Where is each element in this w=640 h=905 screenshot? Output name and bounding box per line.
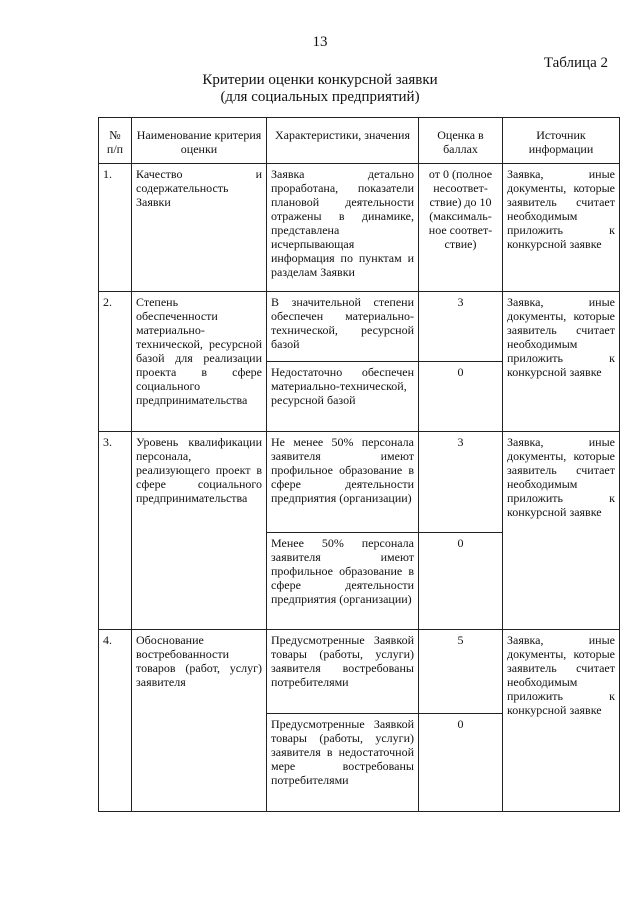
row-number: 4. [99,630,132,812]
characteristic-cell: В значительной степени обеспечен материально-технической, ресурсной базой [267,292,419,362]
row-number: 1. [99,164,132,292]
criterion-cell: Степень обеспеченности материально-технической, ресурсной базой для реализации проекта в сфере социального предпринимательства [132,292,267,432]
page-number: 13 [312,34,328,50]
source-cell: Заявка, иные документы, которые заявитель считает необходимым приложить к конкурсной заявке [503,432,620,630]
score-cell: от 0 (полное несоответ-ствие) до 10 (максималь-ное соответ-ствие) [419,164,503,292]
header-num: № п/п [99,118,132,164]
score-cell: 3 [419,432,503,533]
criteria-table [98,117,620,812]
characteristic-cell: Предусмотренные Заявкой товары (работы, услуги) заявителя востребованы потребителями [267,630,419,714]
criterion-cell: Обоснование востребованности товаров (работ, услуг) заявителя [132,630,267,812]
title-line-1: Критерии оценки конкурсной заявки [202,72,438,88]
header-characteristic: Характеристики, значения [267,118,419,164]
source-cell: Заявка, иные документы, которые заявитель считает необходимым приложить к конкурсной заявке [503,164,620,292]
score-cell: 0 [419,714,503,812]
characteristic-cell: Менее 50% персонала заявителя имеют профильное образование в сфере деятельности предприятия (организации) [267,533,419,630]
table-row [99,164,620,292]
score-cell: 0 [419,362,503,432]
score-cell: 3 [419,292,503,362]
header-score: Оценка в баллах [419,118,503,164]
row-number: 3. [99,432,132,630]
criterion-cell: Уровень квалификации персонала, реализующего проект в сфере социального предпринимательства [132,432,267,630]
header-criterion: Наименование критерия оценки [132,118,267,164]
table-header-row [99,118,620,164]
characteristic-cell: Заявка детально проработана, показатели плановой деятельности отражены в динамике, представлена исчерпывающая информация по пунктам и разделам Заявки [267,164,419,292]
source-cell: Заявка, иные документы, которые заявитель считает необходимым приложить к конкурсной заявке [503,292,620,432]
table-row [99,292,620,362]
characteristic-cell: Предусмотренные Заявкой товары (работы, услуги) заявителя в недостаточной мере востребованы потребителями [267,714,419,812]
table-row [99,432,620,533]
source-cell: Заявка, иные документы, которые заявитель считает необходимым приложить к конкурсной заявке [503,630,620,812]
characteristic-cell: Недостаточно обеспечен материально-технической, ресурсной базой [267,362,419,432]
score-cell: 5 [419,630,503,714]
score-cell: 0 [419,533,503,630]
characteristic-cell: Не менее 50% персонала заявителя имеют профильное образование в сфере деятельности предприятия (организации) [267,432,419,533]
criterion-cell: Качество и содержательность Заявки [132,164,267,292]
title-line-2: (для социальных предприятий) [220,89,420,105]
table-label: Таблица 2 [543,55,608,71]
table-row [99,630,620,714]
header-source: Источник информации [503,118,620,164]
row-number: 2. [99,292,132,432]
document-title [0,72,640,106]
